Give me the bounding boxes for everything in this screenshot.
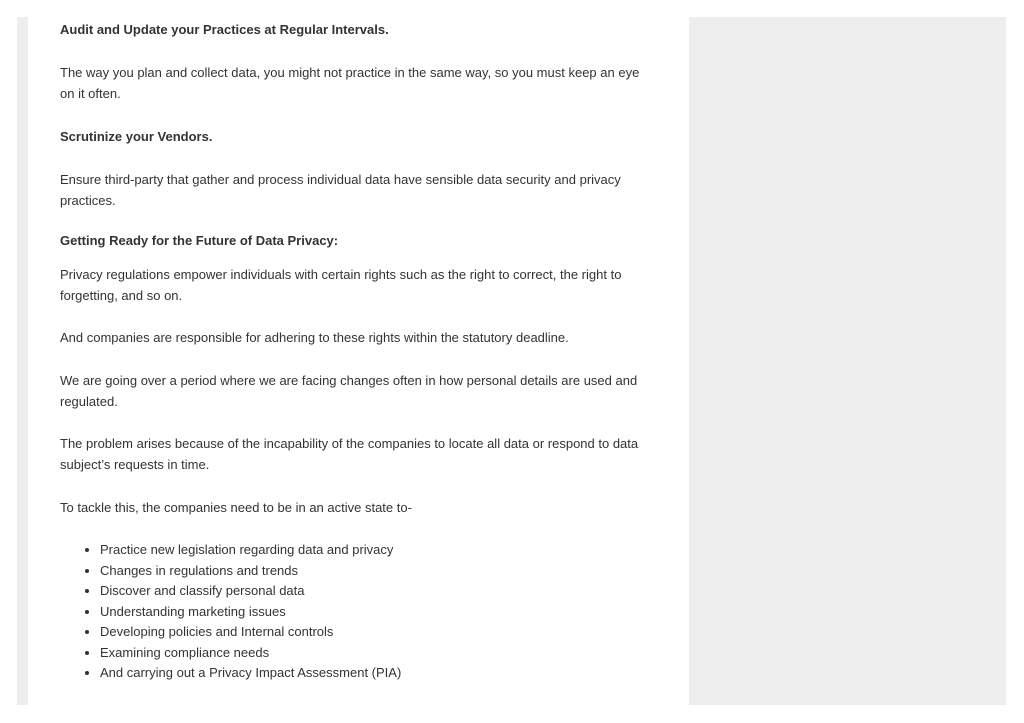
article-body bbox=[60, 17, 650, 684]
paragraph-problem-arises: The problem arises because of the incapability of the companies to locate all data or respond to data subject’s requests in time. bbox=[60, 436, 639, 472]
list-item: • Developing policies and Internal controls bbox=[100, 622, 650, 643]
heading-audit-practices: Audit and Update your Practices at Regular Intervals. bbox=[60, 22, 389, 37]
list-item: • Discover and classify personal data bbox=[100, 581, 650, 602]
sidebar-panel bbox=[689, 17, 1006, 705]
paragraph-third-party: Ensure third-party that gather and process individual data have sensible data security and privacy practices. bbox=[60, 172, 621, 208]
list-item: • And carrying out a Privacy Impact Assessment (PIA) bbox=[100, 663, 650, 684]
paragraph-companies-responsible: And companies are responsible for adhering to these rights within the statutory deadline. bbox=[60, 330, 569, 345]
list-item: • Practice new legislation regarding data and privacy bbox=[100, 540, 650, 561]
list-item: • Understanding marketing issues bbox=[100, 602, 650, 623]
list-item: • Examining compliance needs bbox=[100, 643, 650, 664]
heading-scrutinize-vendors: Scrutinize your Vendors. bbox=[60, 129, 213, 144]
heading-future-privacy: Getting Ready for the Future of Data Privacy: bbox=[60, 233, 339, 248]
left-border-strip bbox=[17, 17, 28, 705]
paragraph-plan-collect: The way you plan and collect data, you might not practice in the same way, so you must keep an eye on it often. bbox=[60, 65, 640, 101]
paragraph-tackle-this: To tackle this, the companies need to be in an active state to- bbox=[60, 500, 412, 515]
list-item: • Changes in regulations and trends bbox=[100, 561, 650, 582]
paragraph-privacy-regulations: Privacy regulations empower individuals with certain rights such as the right to correct, the right to forgetting, and so on. bbox=[60, 267, 622, 303]
bullet-list bbox=[60, 540, 650, 684]
paragraph-period-changes: We are going over a period where we are facing changes often in how personal details are used and regulated. bbox=[60, 373, 638, 409]
